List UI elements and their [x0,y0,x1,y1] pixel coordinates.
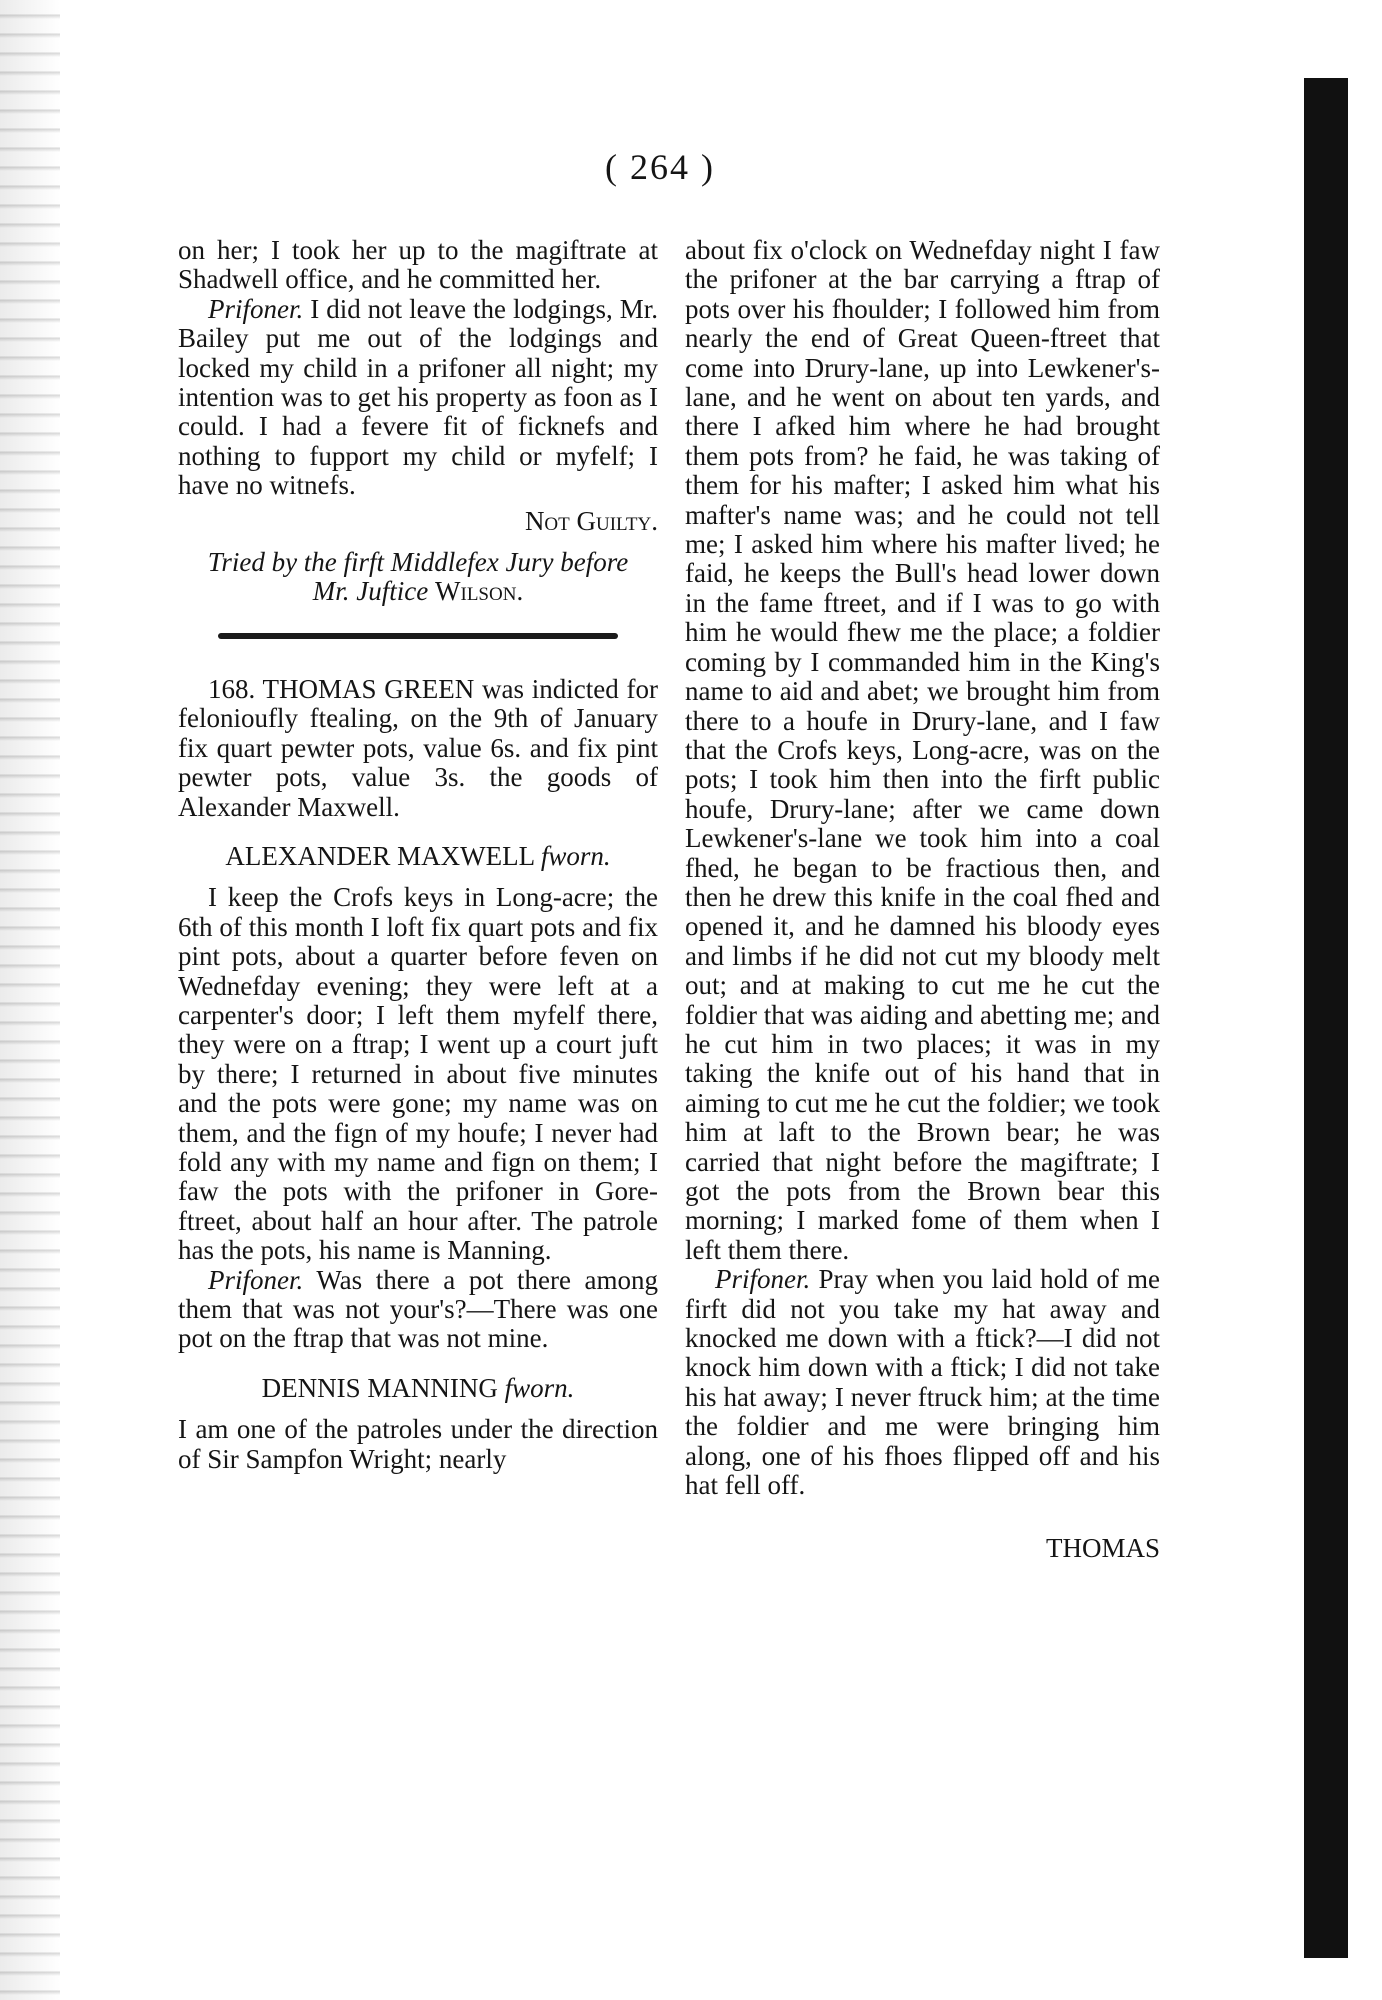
case-indictment: 168. THOMAS GREEN was indicted for felonioufly ftealing, on the 9th of January fix quart pewter pots, value 6s. and fix pint pewter pots, value 3s. the goods of Alexander Maxwell. [178,673,658,822]
manning-testimony-start: I am one of the patroles under the direction of Sir Sampfon Wright; nearly [178,1414,658,1474]
page-edge-dark-border [1304,78,1348,1958]
prisoner-question [178,1266,658,1354]
catchword: THOMAS [1045,1533,1160,1564]
section-divider-rule [218,633,618,639]
witness-heading-manning [178,1374,658,1403]
speaker-label: Prifoner. [715,1264,811,1295]
speaker-label: Prifoner. [208,1264,304,1295]
sworn-label: fworn. [540,840,611,871]
witness-name: DENNIS MANNING [261,1372,498,1403]
page-number: ( 264 ) [605,147,715,187]
witness-heading-maxwell [178,842,658,871]
left-paragraph-continuation: on her; I took her up to the magiftrate at Shadwell office, and he committed her. [178,235,658,295]
tried-line-1: Tried by the firft Middlefex Jury before [207,547,629,578]
prisoner-question-2-text: Pray when you laid hold of me firft did not you take my hat away and knocked me down with a ftick?—I did not knock him down with a ftick; I did not take his hat away; I never ftruck him; at the time the foldier and me were bringing him along, one of his fhoes flipped off and his hat fell off. [685,1264,1160,1501]
prisoner-statement [178,295,658,501]
speaker-label: Prifoner. [208,293,304,324]
judge-title: Mr. Juftice [312,576,429,607]
maxwell-testimony: I keep the Crofs keys in Long-acre; the 6th of this month I loft fix quart pots and fix pint pots, about a quarter before feven on Wednefday evening; they were left at a carpenter's door; I left them myfelf there, they were on a ftrap; I went up a court juft by there; I returned in about five minutes and the pots were gone; my name was on them, and the fign of my houfe; I never had fold any with my name and fign on them; I faw the pots with the prifoner in Gore-ftreet, about half an hour after. The patrole has the pots, his name is Manning. [178,882,658,1266]
right-column [685,236,1160,1564]
witness-name: ALEXANDER MAXWELL [225,840,535,871]
prisoner-question-2 [685,1265,1160,1500]
left-column [178,236,658,1474]
judge-name: Wilson. [435,576,524,607]
page-binding-shadow [0,0,60,2000]
manning-testimony-continued: about fix o'clock on Wednefday night I faw the prifoner at the bar carrying a ftrap of pots over his fhoulder; I followed him from nearly the end of Great Queen-ftreet that come into Drury-lane, up into Lewkener's-lane, and he went on about ten yards, and there I afked him where he had brought them pots from? he faid, he was taking of them for his mafter; I asked him what his mafter's name was; and he could not tell me; I asked him where his mafter lived; he faid, he keeps the Bull's head lower down in the fame ftreet, and if I was to go with him he would fhew me the place; a foldier coming by I commanded him in the King's name to aid and abet; we brought him from there to a houfe in Drury-lane, and I faw that the Crofs keys, Long-acre, was on the pots; I took him then into the firft public houfe, Drury-lane; after we came down Lewkener's-lane we took him into a coal fhed, he began to be fractious then, and then he drew this knife in the coal fhed and opened it, and he damned his bloody eyes and limbs if he did not cut my bloody melt out; and at making to cut me he cut the foldier that was aiding and abetting me; and he cut him in two places; it was in my taking the knife out of his hand that in aiming to cut me he cut the foldier; we took him at laft to the Brown bear; he was carried that night before the magiftrate; I got the pots from the Brown bear this morning; I marked fome of them when I left them there. [685,235,1160,1265]
prisoner-question-text: Was there a pot there among them that was not your's?—There was one pot on the ftrap that was not mine. [178,1264,658,1354]
prisoner-statement-text: I did not leave the lodgings, Mr. Bailey put me out of the lodgings and locked my child in a prifoner all night; my intention was to get his property as foon as I could. I had a fevere fit of ficknefs and nothing to fupport my child or myfelf; I have no witnefs. [178,293,658,501]
verdict: Not Guilty. [524,505,658,536]
tried-line-2 [178,577,658,606]
sworn-label: fworn. [504,1372,575,1403]
